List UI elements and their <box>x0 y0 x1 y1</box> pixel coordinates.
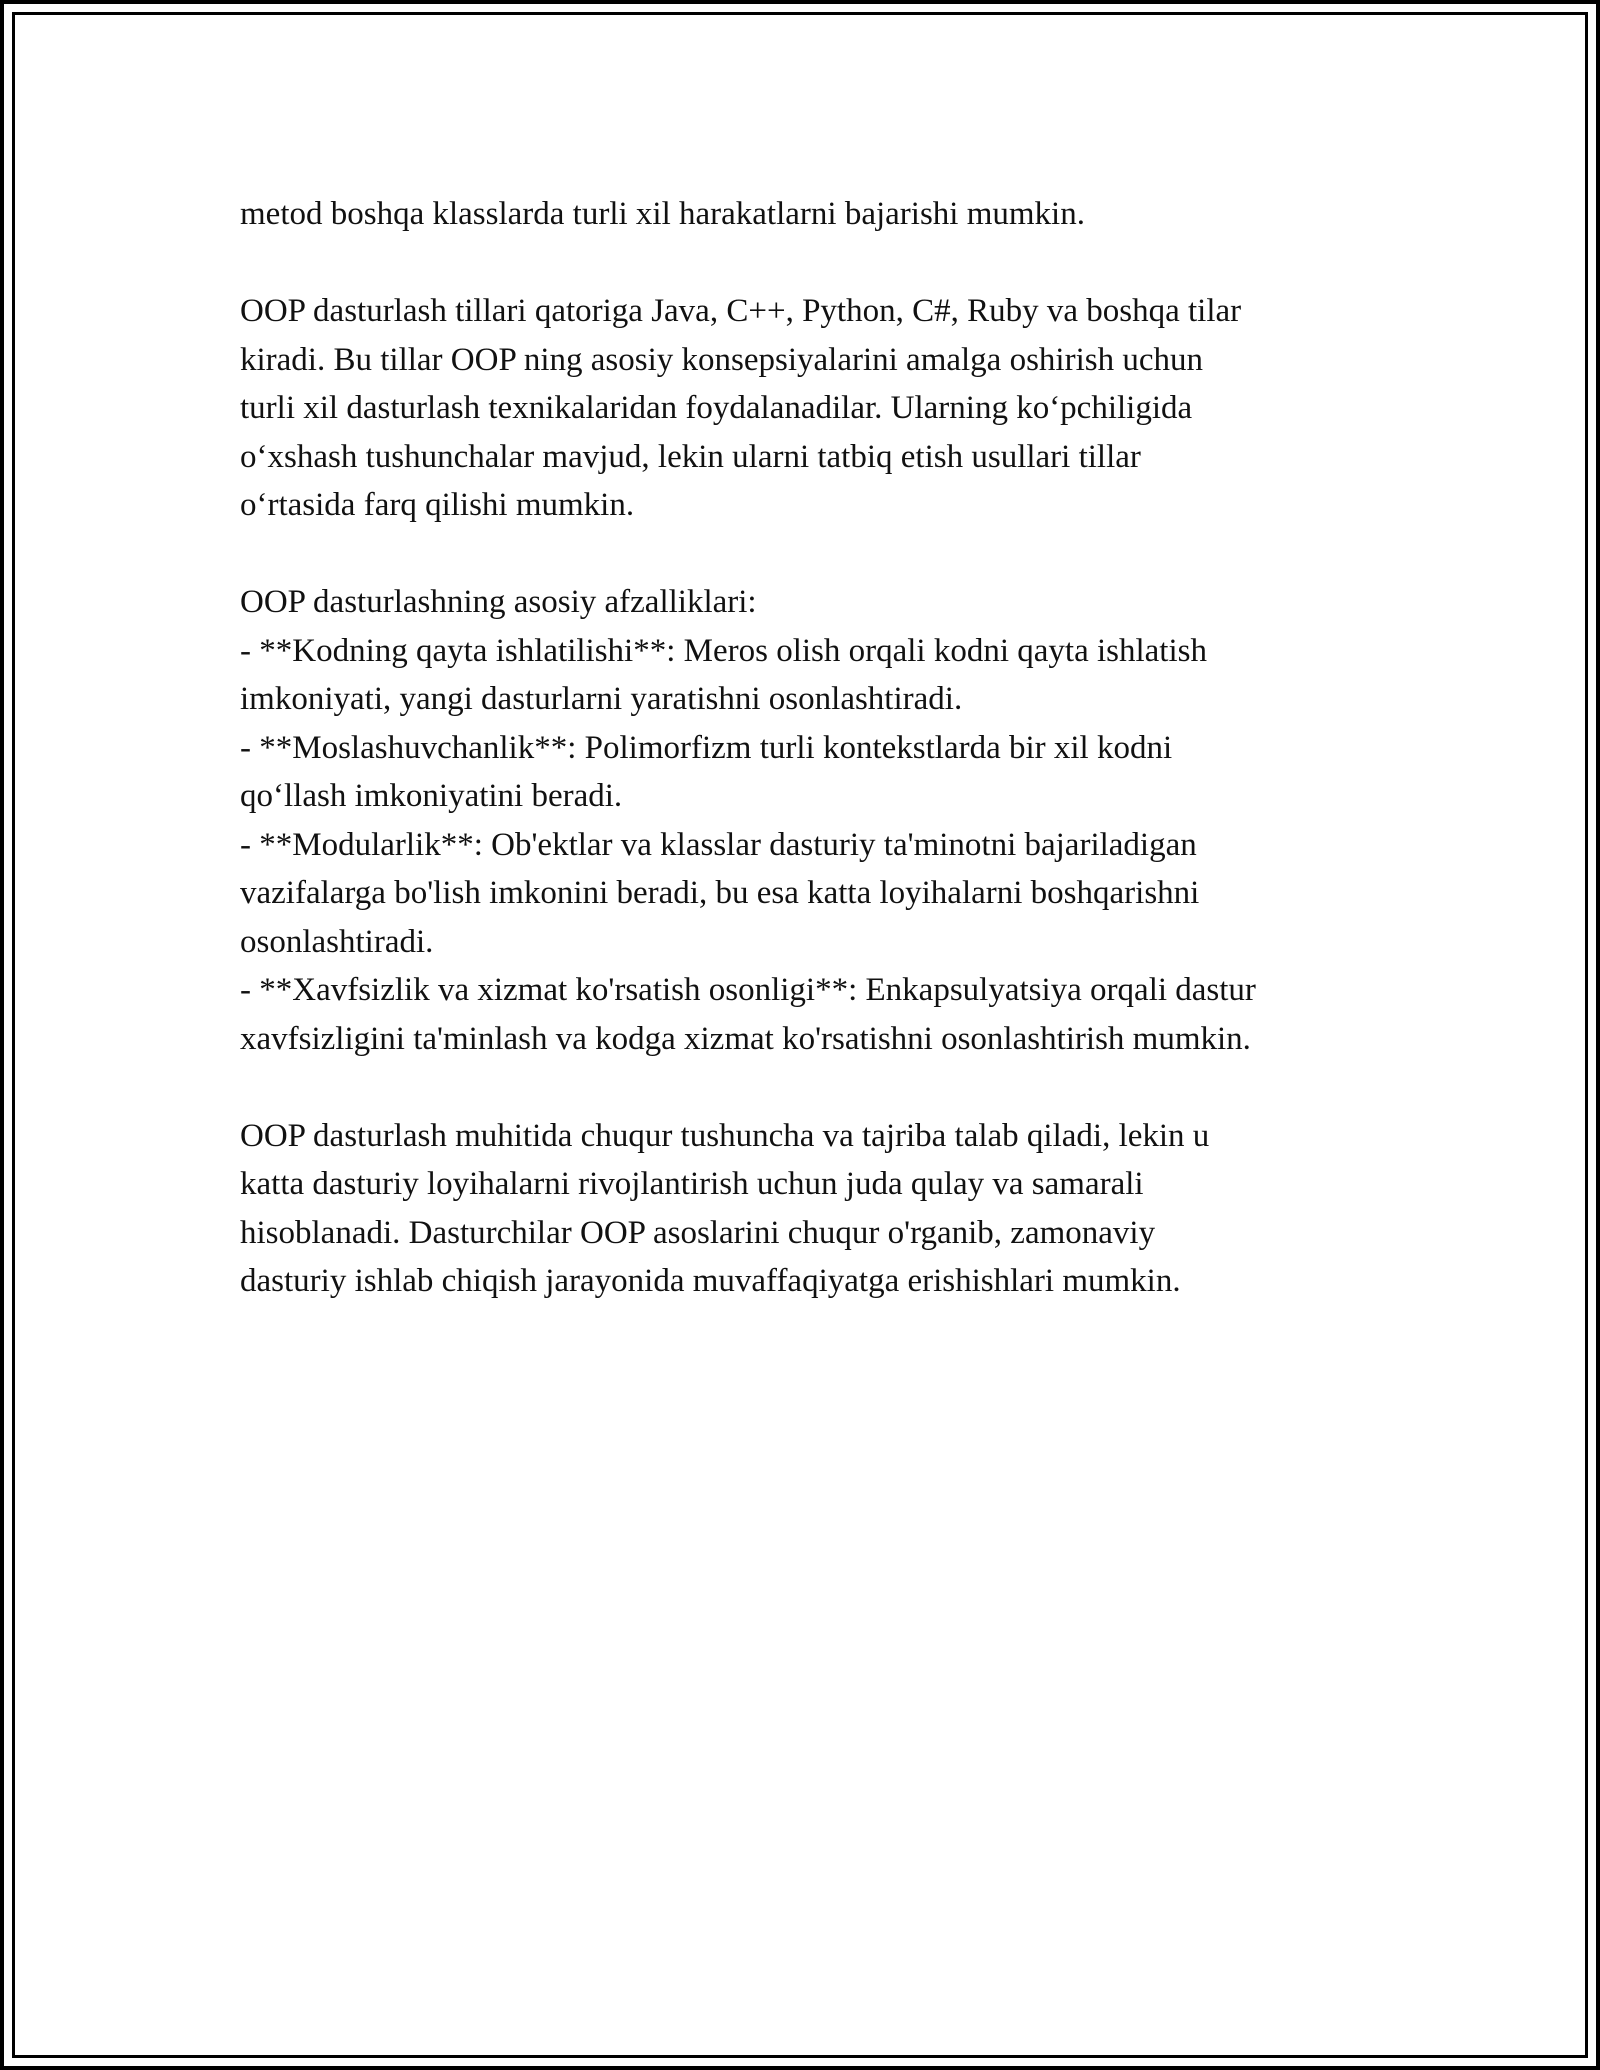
text-line: xavfsizligini ta'minlash va kodga xizmat ko'rsatishni osonlashtirish mumkin. <box>240 1020 1251 1057</box>
text-line: OOP dasturlashning asosiy afzalliklari: <box>240 584 757 620</box>
text-line: katta dasturiy loyihalarni rivojlantirish uchun juda qulay va samarali <box>240 1166 1144 1202</box>
paragraph-4 <box>240 1112 1420 1306</box>
text-line: - **Kodning qayta ishlatilishi**: Meros olish orqali kodni qayta ishlatish <box>240 632 1207 669</box>
paragraph-gap <box>240 1063 1420 1112</box>
text-line: - **Xavfsizlik va xizmat ko'rsatish osonligi**: Enkapsulyatsiya orqali dastur <box>240 972 1256 1008</box>
text-line: OOP dasturlash muhitida chuqur tushuncha va tajriba talab qiladi, lekin u <box>240 1117 1210 1154</box>
text-line: o‘rtasida farq qilishi mumkin. <box>240 487 635 523</box>
paragraph-1 <box>240 190 1420 239</box>
text-line: hisoblanadi. Dasturchilar OOP asoslarini chuqur o'rganib, zamonaviy <box>240 1214 1156 1251</box>
text-line: - **Modularlik**: Ob'ektlar va klasslar dasturiy ta'minotni bajariladigan <box>240 826 1197 863</box>
text-line: OOP dasturlash tillari qatoriga Java, C++, Python, C#, Ruby va boshqa tilar <box>240 293 1242 329</box>
text-line: metod boshqa klasslarda turli xil harakatlarni bajarishi mumkin. <box>240 196 1085 232</box>
text-line: vazifalarga bo'lish imkonini beradi, bu esa katta loyihalarni boshqarishni <box>240 875 1200 911</box>
text-line: dasturiy ishlab chiqish jarayonida muvaffaqiyatga erishishlari mumkin. <box>240 1263 1181 1299</box>
document-body <box>240 190 1420 1306</box>
paragraph-gap <box>240 530 1420 579</box>
text-line: osonlashtiradi. <box>240 923 434 960</box>
text-line: - **Moslashuvchanlik**: Polimorfizm turli kontekstlarda bir xil kodni <box>240 729 1173 766</box>
text-line: kiradi. Bu tillar OOP ning asosiy konsepsiyalarini amalga oshirish uchun <box>240 341 1203 378</box>
text-line: imkoniyati, yangi dasturlarni yaratishni osonlashtiradi. <box>240 681 963 717</box>
text-line: turli xil dasturlash texnikalaridan foydalanadilar. Ularning ko‘pchiligida <box>240 390 1193 426</box>
text-line: qo‘llash imkoniyatini beradi. <box>240 778 623 814</box>
paragraph-2 <box>240 287 1420 530</box>
paragraph-gap <box>240 239 1420 288</box>
paragraph-3 <box>240 578 1420 1063</box>
text-line: o‘xshash tushunchalar mavjud, lekin ularni tatbiq etish usullari tillar <box>240 438 1141 475</box>
